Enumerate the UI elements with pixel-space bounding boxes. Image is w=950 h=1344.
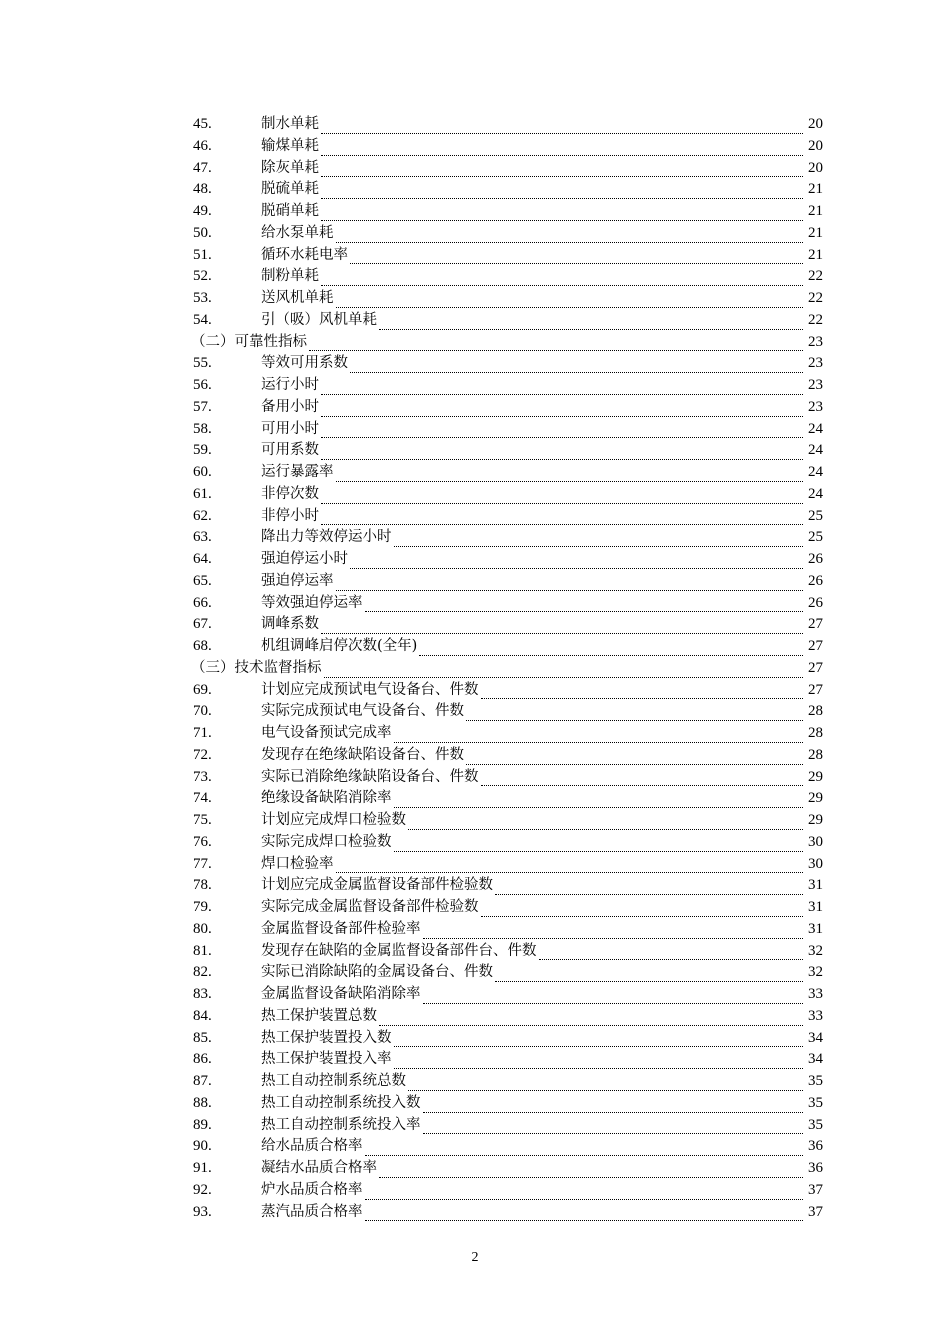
toc-entry-page: 22 (808, 311, 823, 328)
dot-leader (466, 707, 803, 723)
toc-entry-title: 实际已消除缺陷的金属设备台、件数 (261, 964, 493, 981)
toc-entry-number: 49. (193, 203, 212, 219)
toc-entry[interactable] (193, 310, 823, 332)
toc-entry-number: 89. (193, 1116, 212, 1133)
toc-entry-number: 85. (193, 1029, 212, 1046)
toc-entry[interactable] (193, 223, 823, 245)
toc-entry-page: 35 (808, 1073, 823, 1089)
dot-leader (423, 1120, 804, 1136)
toc-entry[interactable] (193, 353, 823, 375)
toc-entry-page: 31 (808, 920, 823, 937)
toc-entry[interactable] (193, 1158, 823, 1180)
toc-entry[interactable] (193, 1136, 823, 1158)
toc-entry-title: 备用小时 (261, 398, 319, 415)
toc-entry-number: 55. (193, 355, 212, 372)
toc-entry-title: 强迫停运小时 (261, 551, 348, 567)
toc-entry-number: 69. (193, 681, 212, 698)
toc-entry-number: 68. (193, 638, 212, 654)
toc-entry-page: 21 (808, 181, 823, 198)
toc-entry[interactable] (193, 136, 823, 158)
toc-entry[interactable] (193, 897, 823, 919)
toc-section-title: （三）技术监督指标 (191, 659, 322, 676)
toc-entry-number: 53. (193, 290, 212, 306)
dot-leader (495, 968, 803, 984)
toc-entry-number: 83. (193, 986, 212, 1002)
toc-entry-title: 热工自动控制系统投入数 (261, 1094, 421, 1111)
dot-leader (481, 772, 804, 788)
toc-entry[interactable] (193, 614, 823, 636)
toc-entry-title: 脱硫单耗 (261, 181, 319, 198)
toc-entry-title: 脱硝单耗 (261, 203, 319, 219)
toc-entry-page: 24 (808, 485, 823, 502)
toc-entry-number: 60. (193, 464, 212, 480)
toc-entry-title: 实际完成焊口检验数 (261, 833, 392, 850)
dot-leader (336, 229, 804, 245)
toc-section-title: （二）可靠性指标 (191, 333, 307, 350)
page-number: 2 (471, 1250, 479, 1265)
toc-entry[interactable] (193, 810, 823, 832)
toc-entry-number: 78. (193, 877, 212, 894)
toc-entry-page: 28 (808, 703, 823, 720)
toc-entry-title: 热工自动控制系统投入率 (261, 1116, 421, 1133)
toc-entry-title: 凝结水品质合格率 (261, 1160, 377, 1176)
dot-leader (321, 446, 803, 462)
toc-entry-page: 31 (808, 877, 823, 894)
toc-entry[interactable] (193, 1115, 823, 1137)
dot-leader (321, 424, 803, 440)
toc-entry-page: 35 (808, 1094, 823, 1111)
toc-entry-number: 82. (193, 964, 212, 981)
toc-entry-number: 58. (193, 420, 212, 437)
toc-entry-page: 24 (808, 420, 823, 437)
toc-entry[interactable] (193, 1202, 823, 1224)
toc-entry-page: 27 (808, 616, 823, 633)
toc-entry[interactable] (193, 723, 823, 745)
toc-entry-page: 21 (808, 203, 823, 219)
toc-entry[interactable] (193, 788, 823, 810)
toc-entry-title: 实际完成预试电气设备台、件数 (261, 703, 464, 720)
toc-entry-page: 32 (808, 942, 823, 959)
toc-entry-number: 75. (193, 812, 212, 828)
toc-entry-number: 45. (193, 116, 212, 132)
dot-leader (394, 838, 804, 854)
toc-entry-title: 可用小时 (261, 420, 319, 437)
dot-leader (321, 185, 803, 201)
toc-entry-title: 非停小时 (261, 507, 319, 524)
toc-entry-number: 74. (193, 790, 212, 807)
toc-entry-page: 27 (808, 681, 823, 698)
toc-entry-number: 93. (193, 1203, 212, 1220)
toc-entry[interactable] (193, 875, 823, 897)
dot-leader (350, 250, 803, 266)
dot-leader (394, 533, 804, 549)
toc-entry-page: 25 (808, 507, 823, 524)
dot-leader (321, 490, 803, 506)
toc-entry-title: 实际完成金属监督设备部件检验数 (261, 899, 479, 915)
toc-entry-page: 20 (808, 116, 823, 132)
toc-entry[interactable] (193, 1049, 823, 1071)
toc-entry[interactable] (193, 767, 823, 789)
toc-entry-title: 除灰单耗 (261, 159, 319, 176)
toc-entry-page: 22 (808, 290, 823, 306)
toc-entry-page: 20 (808, 159, 823, 176)
toc-entry-title: 运行暴露率 (261, 464, 334, 480)
dot-leader (394, 1055, 804, 1071)
toc-entry-page: 35 (808, 1116, 823, 1133)
toc-entry-page: 23 (808, 377, 823, 393)
toc-entry-title: 计划应完成预试电气设备台、件数 (261, 681, 479, 698)
toc-entry-number: 59. (193, 442, 212, 459)
toc-entry-page: 29 (808, 790, 823, 807)
toc-entry-number: 67. (193, 616, 212, 633)
dot-leader (336, 577, 804, 593)
toc-entry-page: 30 (808, 833, 823, 850)
toc-entry-number: 64. (193, 551, 212, 567)
dot-leader (321, 207, 803, 223)
toc-entry-number: 84. (193, 1007, 212, 1024)
toc-entry-number: 48. (193, 181, 212, 198)
dot-leader (336, 294, 804, 310)
toc-entry-title: 运行小时 (261, 377, 319, 393)
toc-entry-page: 25 (808, 529, 823, 546)
toc-entry[interactable] (193, 941, 823, 963)
toc-entry[interactable] (193, 158, 823, 180)
toc-entry[interactable] (193, 549, 823, 571)
toc-entry-title: 热工保护装置总数 (261, 1007, 377, 1024)
toc-entry-page: 30 (808, 855, 823, 872)
dot-leader (309, 337, 803, 353)
toc-entry-number: 52. (193, 268, 212, 285)
toc-entry-title: 金属监督设备部件检验率 (261, 920, 421, 937)
dot-leader (423, 925, 804, 941)
toc-entry-title: 调峰系数 (261, 616, 319, 633)
toc-entry-number: 66. (193, 594, 212, 611)
toc-entry-title: 等效强迫停运率 (261, 594, 363, 611)
toc-entry-number: 73. (193, 768, 212, 785)
toc-entry-title: 引（吸）风机单耗 (261, 311, 377, 328)
dot-leader (365, 1142, 804, 1158)
toc-entry-number: 61. (193, 485, 212, 502)
toc-entry-title: 强迫停运率 (261, 572, 334, 589)
toc-entry[interactable] (193, 636, 823, 658)
toc-entry-title: 机组调峰启停次数(全年) (261, 638, 418, 654)
toc-entry[interactable] (193, 484, 823, 506)
toc-entry[interactable] (193, 1006, 823, 1028)
table-of-contents (193, 114, 823, 1223)
toc-entry-title: 等效可用系数 (261, 355, 348, 372)
dot-leader (394, 729, 804, 745)
dot-leader (495, 881, 803, 897)
toc-entry[interactable] (193, 919, 823, 941)
toc-section-heading[interactable] (193, 658, 823, 680)
toc-entry-number: 56. (193, 377, 212, 393)
toc-entry-page: 33 (808, 1007, 823, 1024)
toc-entry-page: 23 (808, 333, 823, 350)
toc-entry[interactable] (193, 1093, 823, 1115)
toc-entry-number: 50. (193, 224, 212, 241)
toc-entry-page: 37 (808, 1181, 823, 1198)
toc-entry-title: 可用系数 (261, 442, 319, 459)
toc-entry[interactable] (193, 462, 823, 484)
toc-entry-title: 炉水品质合格率 (261, 1181, 363, 1198)
toc-entry-number: 91. (193, 1160, 212, 1176)
dot-leader (324, 664, 804, 680)
toc-entry-title: 热工自动控制系统总数 (261, 1073, 406, 1089)
toc-entry-number: 63. (193, 529, 212, 546)
toc-entry-page: 31 (808, 899, 823, 915)
toc-entry-page: 37 (808, 1203, 823, 1220)
dot-leader (321, 511, 803, 527)
toc-entry-number: 81. (193, 942, 212, 959)
toc-entry-page: 23 (808, 355, 823, 372)
toc-entry[interactable] (193, 984, 823, 1006)
toc-entry-page: 33 (808, 986, 823, 1002)
toc-entry[interactable] (193, 832, 823, 854)
dot-leader (321, 620, 803, 636)
toc-entry-title: 电气设备预试完成率 (261, 725, 392, 741)
toc-entry-title: 金属监督设备缺陷消除率 (261, 986, 421, 1002)
toc-section-heading[interactable] (193, 332, 823, 354)
dot-leader (379, 1012, 803, 1028)
toc-entry[interactable] (193, 593, 823, 615)
toc-entry-page: 26 (808, 594, 823, 611)
toc-entry[interactable] (193, 201, 823, 223)
toc-entry-number: 76. (193, 833, 212, 850)
toc-entry-page: 27 (808, 659, 823, 676)
toc-entry-title: 计划应完成金属监督设备部件检验数 (261, 877, 493, 894)
toc-entry-page: 20 (808, 137, 823, 154)
dot-leader (350, 359, 803, 375)
toc-entry[interactable] (193, 854, 823, 876)
dot-leader (321, 403, 803, 419)
toc-entry-page: 24 (808, 442, 823, 459)
toc-entry-page: 32 (808, 964, 823, 981)
dot-leader (466, 751, 803, 767)
dot-leader (336, 468, 804, 484)
toc-entry[interactable] (193, 1028, 823, 1050)
toc-entry[interactable] (193, 397, 823, 419)
toc-entry-title: 焊口检验率 (261, 855, 334, 872)
dot-leader (379, 316, 803, 332)
toc-entry-title: 非停次数 (261, 485, 319, 502)
toc-entry-page: 34 (808, 1029, 823, 1046)
toc-entry-title: 送风机单耗 (261, 290, 334, 306)
toc-entry-page: 28 (808, 725, 823, 741)
toc-entry-number: 86. (193, 1051, 212, 1068)
toc-entry-page: 34 (808, 1051, 823, 1068)
toc-entry-title: 给水泵单耗 (261, 224, 334, 241)
toc-entry-number: 51. (193, 246, 212, 263)
toc-entry[interactable] (193, 288, 823, 310)
toc-entry-page: 26 (808, 551, 823, 567)
dot-leader (365, 1207, 804, 1223)
toc-entry-number: 87. (193, 1073, 212, 1089)
dot-leader (321, 272, 803, 288)
toc-entry-number: 79. (193, 899, 212, 915)
dot-leader (423, 1099, 804, 1115)
toc-entry[interactable] (193, 701, 823, 723)
toc-entry-title: 循环水耗电率 (261, 246, 348, 263)
dot-leader (539, 946, 804, 962)
dot-leader (394, 794, 804, 810)
toc-entry-title: 输煤单耗 (261, 137, 319, 154)
toc-entry-number: 46. (193, 137, 212, 154)
toc-entry-page: 29 (808, 768, 823, 785)
dot-leader (350, 555, 803, 571)
toc-entry-number: 57. (193, 398, 212, 415)
dot-leader (423, 990, 804, 1006)
toc-entry-page: 23 (808, 398, 823, 415)
toc-entry-title: 发现存在绝缘缺陷设备台、件数 (261, 746, 464, 763)
dot-leader (408, 1077, 803, 1093)
toc-entry-page: 27 (808, 638, 823, 654)
toc-entry-title: 热工保护装置投入率 (261, 1051, 392, 1068)
toc-entry-number: 47. (193, 159, 212, 176)
toc-entry-number: 90. (193, 1138, 212, 1155)
dot-leader (321, 381, 803, 397)
toc-entry[interactable] (193, 745, 823, 767)
toc-entry[interactable] (193, 419, 823, 441)
toc-entry[interactable] (193, 440, 823, 462)
toc-entry-number: 92. (193, 1181, 212, 1198)
toc-entry-page: 21 (808, 246, 823, 263)
toc-entry-number: 88. (193, 1094, 212, 1111)
dot-leader (336, 859, 804, 875)
dot-leader (419, 642, 803, 658)
toc-entry[interactable] (193, 245, 823, 267)
toc-entry-page: 21 (808, 224, 823, 241)
dot-leader (481, 903, 804, 919)
dot-leader (379, 1164, 803, 1180)
toc-entry[interactable] (193, 1180, 823, 1202)
toc-entry-title: 给水品质合格率 (261, 1138, 363, 1155)
toc-entry-title: 热工保护装置投入数 (261, 1029, 392, 1046)
toc-entry-title: 计划应完成焊口检验数 (261, 812, 406, 828)
toc-entry[interactable] (193, 680, 823, 702)
toc-entry[interactable] (193, 506, 823, 528)
toc-entry-title: 制水单耗 (261, 116, 319, 132)
toc-entry[interactable] (193, 375, 823, 397)
toc-entry-number: 77. (193, 855, 212, 872)
toc-entry-title: 制粉单耗 (261, 268, 319, 285)
toc-entry-number: 70. (193, 703, 212, 720)
toc-entry-page: 29 (808, 812, 823, 828)
dot-leader (321, 120, 803, 136)
dot-leader (321, 163, 803, 179)
toc-entry-title: 蒸汽品质合格率 (261, 1203, 363, 1220)
dot-leader (394, 1033, 804, 1049)
dot-leader (481, 685, 804, 701)
toc-entry[interactable] (193, 571, 823, 593)
toc-entry-page: 36 (808, 1160, 823, 1176)
toc-entry-page: 24 (808, 464, 823, 480)
toc-entry-page: 26 (808, 572, 823, 589)
toc-entry-number: 72. (193, 746, 212, 763)
toc-entry-page: 28 (808, 746, 823, 763)
toc-entry-title: 绝缘设备缺陷消除率 (261, 790, 392, 807)
toc-entry[interactable] (193, 1071, 823, 1093)
toc-entry[interactable] (193, 114, 823, 136)
dot-leader (321, 142, 803, 158)
toc-entry-page: 36 (808, 1138, 823, 1155)
toc-entry-number: 62. (193, 507, 212, 524)
toc-entry-title: 降出力等效停运小时 (261, 529, 392, 546)
toc-entry[interactable] (193, 527, 823, 549)
toc-entry[interactable] (193, 266, 823, 288)
toc-entry[interactable] (193, 179, 823, 201)
toc-entry-page: 22 (808, 268, 823, 285)
toc-entry-number: 54. (193, 311, 212, 328)
toc-entry-number: 65. (193, 572, 212, 589)
toc-entry-title: 发现存在缺陷的金属监督设备部件台、件数 (261, 942, 537, 959)
dot-leader (365, 1186, 804, 1202)
dot-leader (408, 816, 803, 832)
dot-leader (365, 598, 804, 614)
toc-entry-number: 71. (193, 725, 212, 741)
toc-entry[interactable] (193, 962, 823, 984)
toc-entry-number: 80. (193, 920, 212, 937)
toc-entry-title: 实际已消除绝缘缺陷设备台、件数 (261, 768, 479, 785)
